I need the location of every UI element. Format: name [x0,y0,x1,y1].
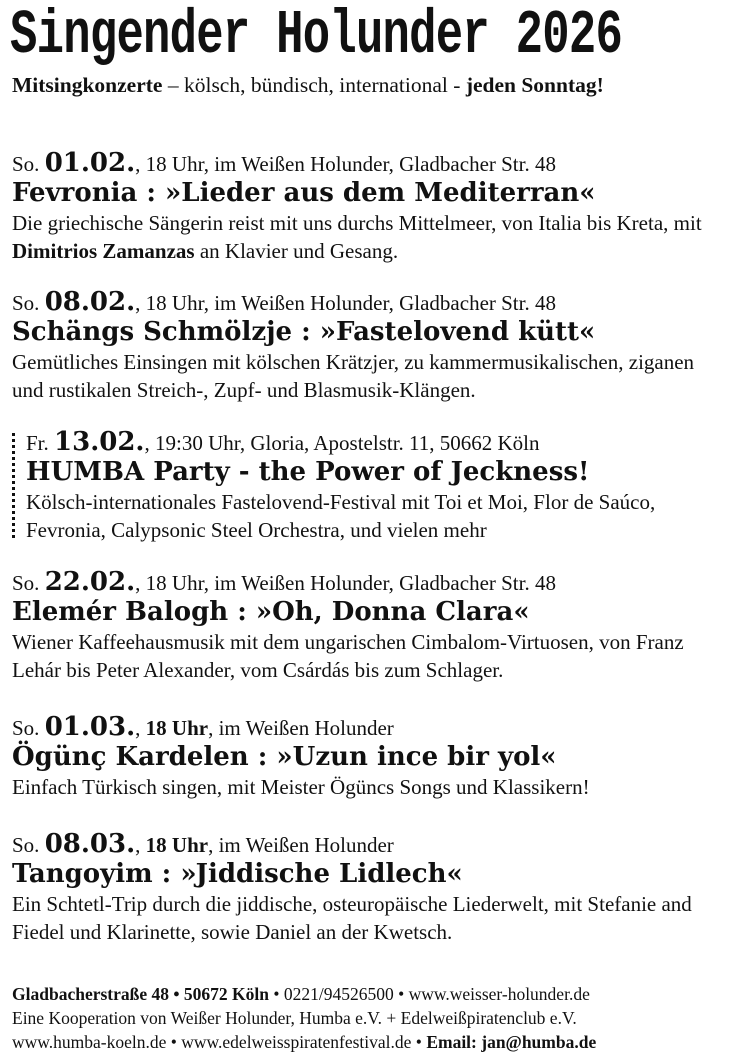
event-description: Gemütliches Einsingen mit kölschen Krätzjer, zu kammermusikalischen, ziganen und rustikalen Streich-, Zupf- und Blasmusik-Klängen. [12,350,695,402]
event-1 [12,150,728,265]
footer-websites-line [12,1030,728,1054]
footer-phone-web: • 0221/94526500 • www.weisser-holunder.de [268,984,590,1004]
event-title: Schängs Schmölzje : »Fastelovend kütt« [12,317,596,347]
subtitle-end: jeden Sonntag! [465,73,604,97]
event-title: Fevronia : »Lieder aus dem Mediterran« [12,178,596,208]
event-date-line [12,569,728,596]
event-date-line [12,289,728,316]
event-info: , im Weißen Holunder [208,716,394,740]
event-description: Kölsch-internationales Fastelovend-Festival mit Toi et Moi, Flor de Saúco, Fevronia, Calypsonic Steel Orchestra, und vielen mehr [26,490,656,542]
event-date: 01.03. [44,712,136,742]
event-title: Tangoyim : »Jiddische Lidlech« [12,859,463,889]
footer-websites: www.humba-koeln.de • www.edelweisspiratenfestival.de • [12,1032,427,1052]
event-info: , 18 Uhr, im Weißen Holunder, Gladbacher Str. 48 [135,571,556,595]
event-5 [12,714,728,801]
event-info: , im Weißen Holunder [208,833,394,857]
event-info: , 19:30 Uhr, Gloria, Apostelstr. 11, 50662 Köln [144,431,540,455]
event-day: Fr. [26,431,49,455]
event-desc-part: Die griechische Sängerin reist mit uns durchs Mittelmeer, von Italia bis Kreta, mit [12,211,702,235]
event-day: So. [12,716,40,740]
footer-email: Email: jan@humba.de [426,1032,597,1052]
footer [12,982,728,1054]
footer-cooperation: Eine Kooperation von Weißer Holunder, Humba e.V. + Edelweißpiratenclub e.V. [12,1008,577,1028]
event-title: HUMBA Party - the Power of Jeckness! [26,457,590,487]
event-date: 08.02. [44,287,136,317]
event-day: So. [12,291,40,315]
event-desc-part: an Klavier und Gesang. [194,239,399,263]
event-description: Einfach Türkisch singen, mit Meister Ögüncs Songs und Klassikern! [12,775,590,799]
event-6 [12,831,728,946]
event-3-highlight [12,429,728,544]
event-date-line: So. 01.03., 18 Uhr, im Weißen Holunder [12,712,394,742]
event-description [12,209,728,265]
event-info: , 18 Uhr, im Weißen Holunder, Gladbacher Str. 48 [135,291,556,315]
event-date-line: So. 08.03., 18 Uhr, im Weißen Holunder [12,829,394,859]
event-date-line [26,429,728,456]
event-2 [12,289,728,404]
event-description: Wiener Kaffeehausmusik mit dem ungarischen Cimbalom-Virtuosen, von Franz Lehár bis Peter Alexander, vom Csárdás bis zum Schlager. [12,630,684,682]
subtitle-middle: – kölsch, bündisch, international - [162,73,466,97]
event-day: So. [12,152,40,176]
event-title: Elemér Balogh : »Oh, Donna Clara« [12,597,530,627]
event-title: Ögünç Kardelen : »Uzun ince bir yol« [12,742,557,772]
event-info: , 18 Uhr, im Weißen Holunder, Gladbacher Str. 48 [135,152,556,176]
event-desc-bold: Dimitrios Zamanzas [12,239,195,263]
event-time: 18 Uhr [145,833,209,857]
event-date-line [12,150,728,177]
event-date: 13.02. [54,427,145,457]
event-time: 18 Uhr [145,716,209,740]
page-title: Singender Holunder 2026 [10,0,623,71]
event-description: Ein Schtetl-Trip durch die jiddische, osteuropäische Liederwelt, mit Stefanie and Fiedel und Klarinette, sowie Daniel an der Kwetsch. [12,892,692,944]
event-date: 22.02. [44,567,136,597]
event-day: So. [12,833,40,857]
dotted-divider [12,433,15,538]
event-date: 01.02. [44,148,136,178]
footer-address: Gladbacherstraße 48 • 50672 Köln [12,984,269,1004]
event-day: So. [12,571,40,595]
event-4 [12,569,728,684]
subtitle-bold: Mitsingkonzerte [12,73,163,97]
footer-address-line [12,982,728,1006]
subtitle [12,73,604,98]
event-date: 08.03. [44,829,136,859]
